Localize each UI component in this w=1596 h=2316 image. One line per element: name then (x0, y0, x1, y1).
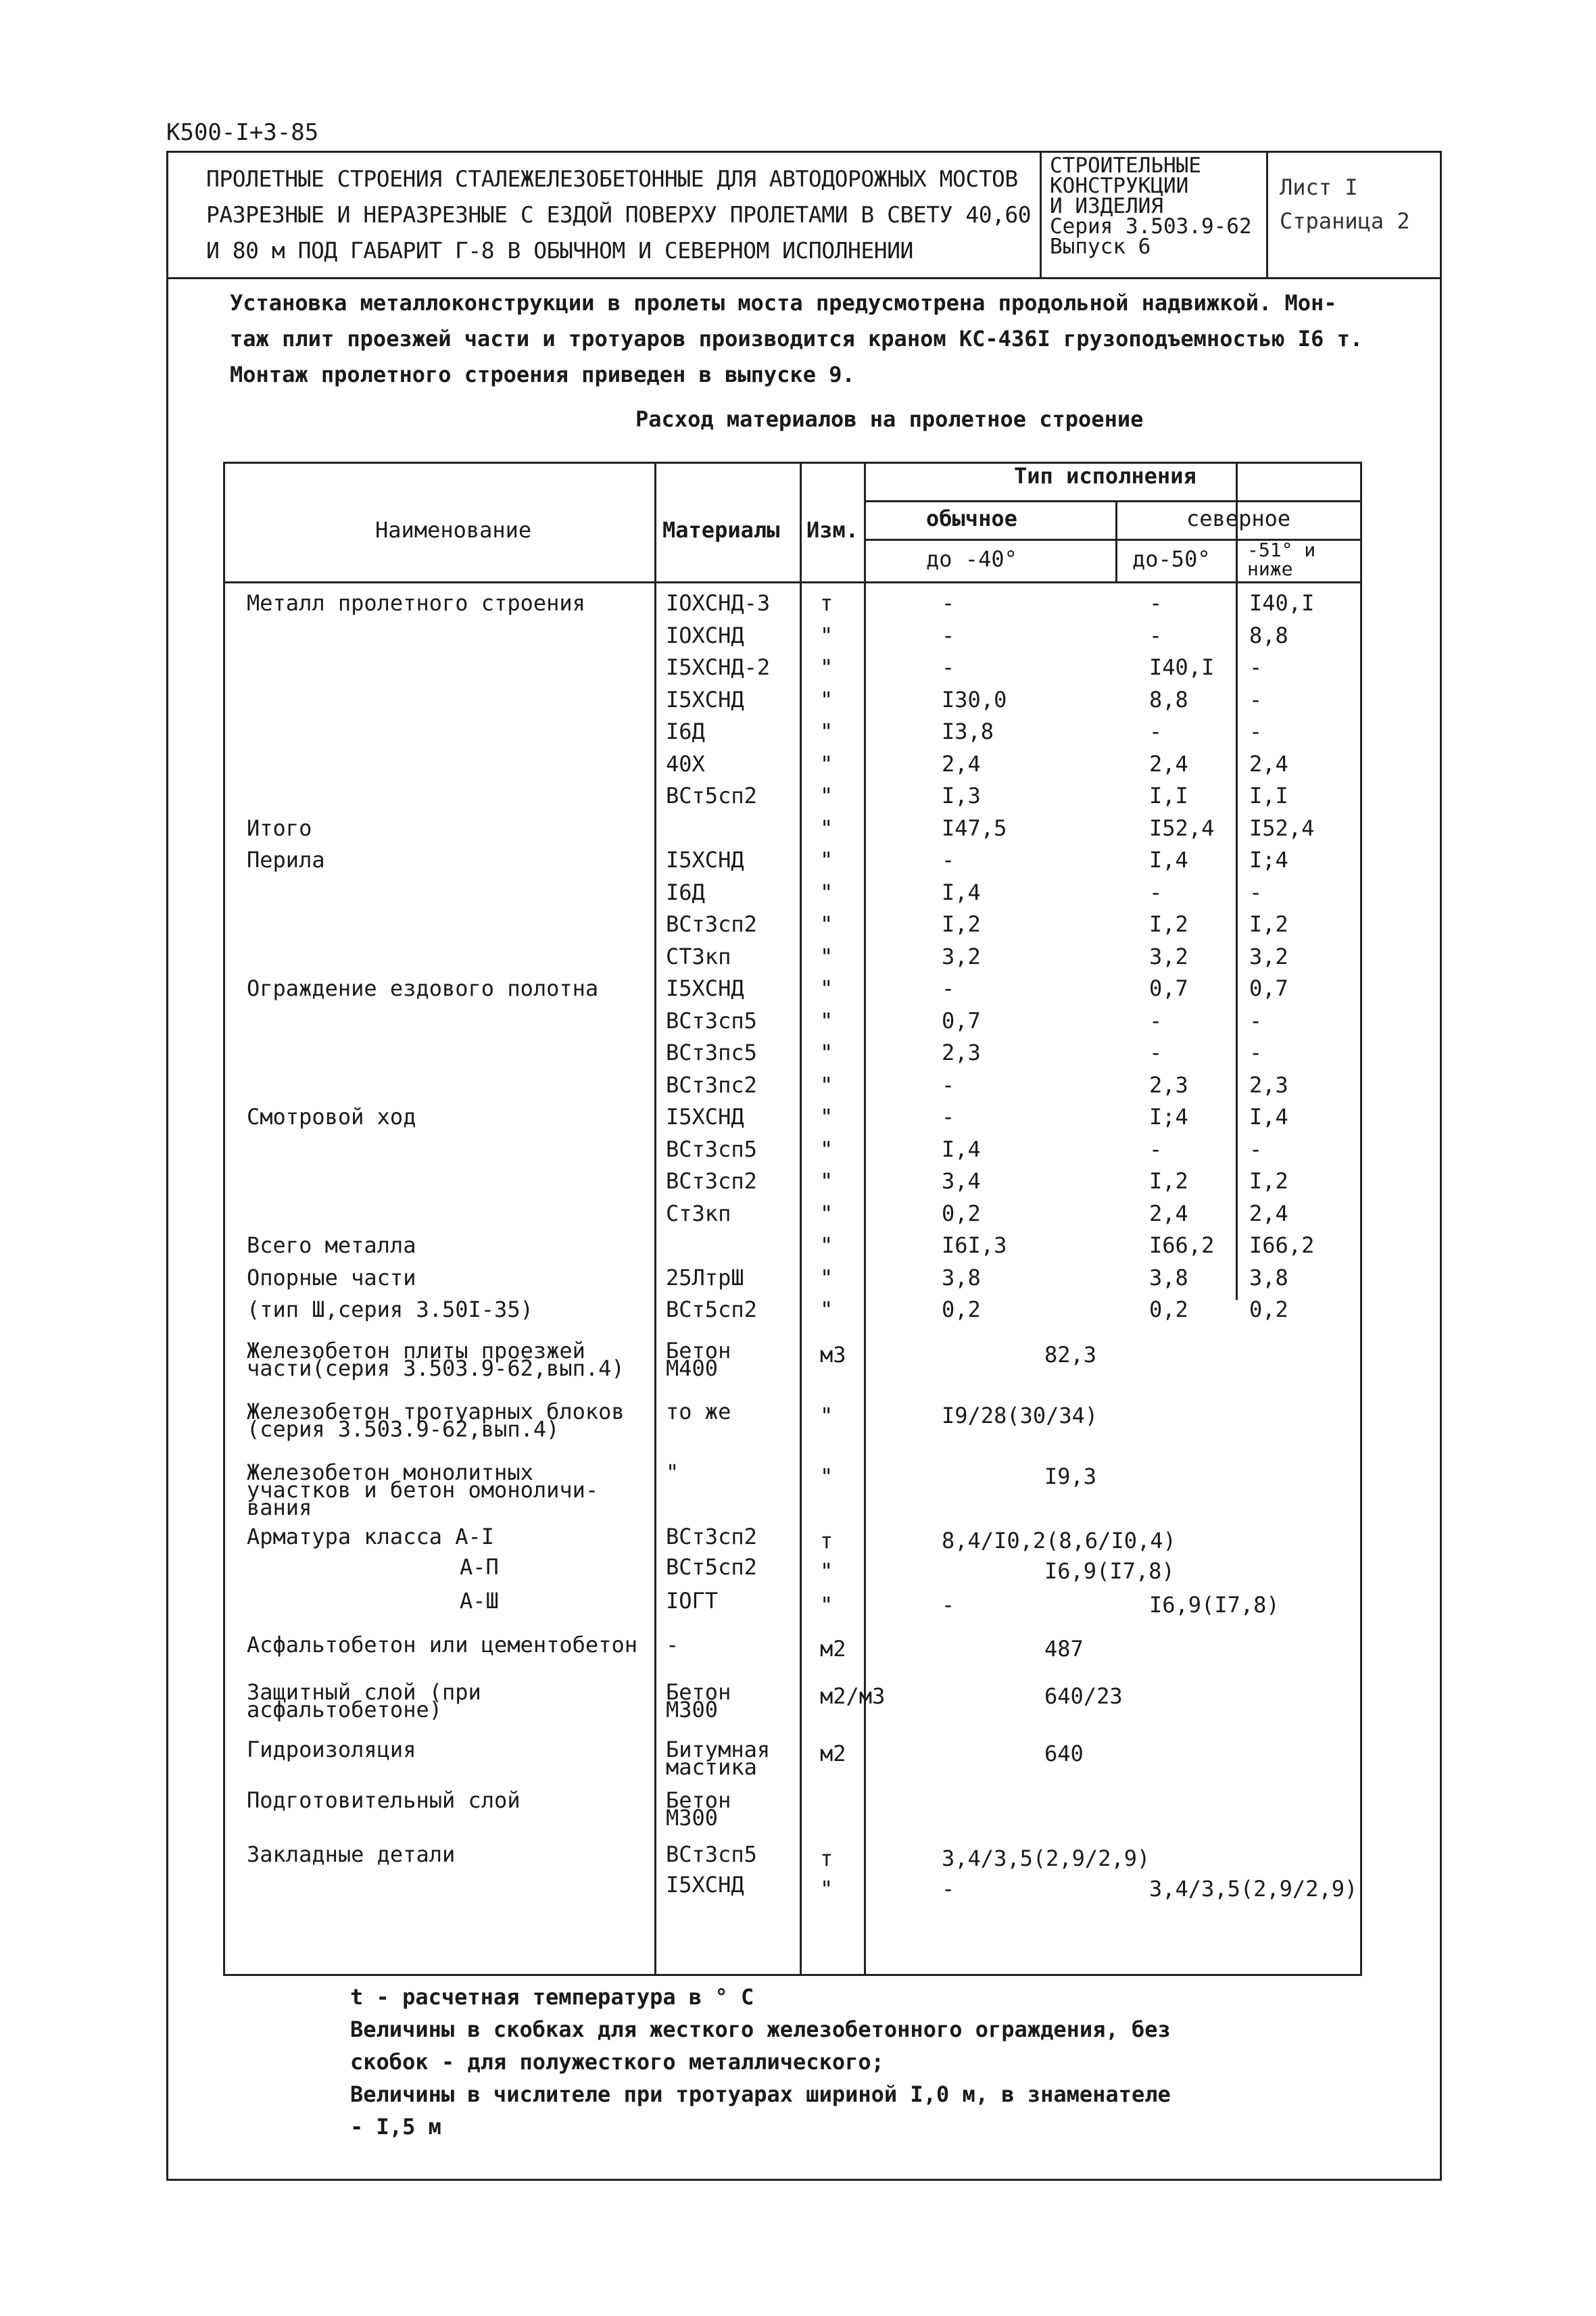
table-row-unit: " (820, 815, 833, 841)
footnote-line: t - расчетная температура в ° С (350, 1984, 754, 2010)
category-line: СТРОИТЕЛЬНЫЕ (1050, 153, 1201, 178)
table-row-northern2-value: 0,7 (1249, 975, 1288, 1001)
table-row-material: ВСт3сп5 (666, 1136, 757, 1162)
table-row-northern2-value: 0,2 (1249, 1297, 1288, 1322)
header-ordinary-temp: до -40° (926, 546, 1017, 572)
header-unit: Изм. (806, 517, 859, 543)
table-row-northern2-value: - (1249, 654, 1263, 680)
table-row-name: Металл пролетного строения (247, 590, 585, 616)
table-row-name: Асфальтобетон или цементобетон (247, 1632, 637, 1658)
table-row-northern2-value: I,2 (1249, 1168, 1288, 1194)
table-row-name: Всего металла (247, 1232, 416, 1258)
table-row-northern2-value: 2,3 (1249, 1072, 1288, 1098)
table-row-material: Битумная мастика (666, 1737, 771, 1780)
table-row-unit: " (820, 783, 833, 809)
table-row-unit: " (820, 1876, 833, 1902)
title-line: ПРОЛЕТНЫЕ СТРОЕНИЯ СТАЛЕЖЕЛЕЗОБЕТОННЫЕ ДЛЯ АВТОДОРОЖНЫХ МОСТОВ (206, 166, 1018, 192)
table-row-unit: т (820, 1528, 833, 1553)
table-row-northern-value: 3,4/3,5(2,9/2,9) (1149, 1876, 1358, 1902)
table-row-unit: " (820, 1232, 833, 1258)
table-row-material: I5ХСНД (666, 1872, 744, 1898)
table-row-ordinary-value: I,4 (942, 1136, 981, 1162)
table-row-name: Подготовительный слой (247, 1787, 521, 1813)
table-row-value: 8,4/I0,2(8,6/I0,4) (942, 1528, 1176, 1553)
table-row-unit: " (820, 1265, 833, 1290)
table-row-ordinary-value: 2,3 (942, 1040, 981, 1065)
table-row-material: I5ХСНД (666, 1104, 744, 1130)
table-row-name: Итого (247, 815, 312, 841)
table-row-northern2-value: - (1249, 1136, 1263, 1162)
table-row-unit: " (820, 975, 833, 1001)
table-row-northern-value: - (1149, 1040, 1163, 1065)
header-material: Материалы (662, 517, 780, 543)
table-row-material: ВСт5сп2 (666, 783, 757, 809)
table-row-northern-value: I,I (1149, 783, 1188, 809)
table-row-ordinary-value: - (942, 1072, 955, 1098)
footnotes (350, 1981, 1499, 2143)
table-row-northern-value: - (1149, 719, 1163, 744)
table-row-material: 25ЛтрШ (666, 1265, 744, 1290)
table-row-ordinary-value: 3,8 (942, 1265, 981, 1290)
title-line: И 80 м ПОД ГАБАРИТ Г-8 В ОБЫЧНОМ И СЕВЕРНОМ ИСПОЛНЕНИИ (206, 237, 913, 264)
header-northern-temp1: до-50° (1132, 546, 1211, 572)
table-row-northern-value: 3,2 (1149, 944, 1188, 969)
table-row-northern-value: I40,I (1149, 654, 1215, 680)
table-row-unit: " (820, 1008, 833, 1034)
table-row-unit: " (820, 1168, 833, 1194)
table-row-name: А-Ш (460, 1588, 499, 1614)
table-row-value: 640/23 (1044, 1683, 1123, 1709)
table-row-name: Опорные части (247, 1265, 416, 1290)
table-row-name: Закладные детали (247, 1841, 456, 1867)
table-row-material: 40Х (666, 751, 705, 777)
table-row-northern-value: 0,7 (1149, 975, 1188, 1001)
table-row-northern-value: - (1149, 879, 1163, 905)
table-row-northern-value: I,2 (1149, 1168, 1188, 1194)
footnote-line: - I,5 м (350, 2114, 441, 2140)
table-row-northern-value: 8,8 (1149, 687, 1188, 713)
table-row-unit: " (820, 719, 833, 744)
table-row-ordinary-value: 3,4 (942, 1168, 981, 1194)
table-row-unit: " (820, 1104, 833, 1130)
table-row-ordinary-value: - (942, 847, 955, 873)
table-row-value: 487 (1044, 1636, 1084, 1662)
table-row-name: Перила (247, 847, 325, 873)
table-row-name: Ограждение ездового полотна (247, 975, 599, 1001)
table-row-northern2-value: I66,2 (1249, 1232, 1315, 1258)
table-row-northern-value: I,2 (1149, 911, 1188, 937)
table-row-ordinary-value: - (942, 590, 955, 616)
table-row-unit: м2 (820, 1741, 846, 1766)
table-row-material: I6Д (666, 879, 705, 905)
table-row-unit: м2 (820, 1636, 846, 1662)
col-divider-values (864, 462, 866, 1976)
table-row-unit: " (820, 911, 833, 937)
table-row-material: I5ХСНД-2 (666, 654, 771, 680)
table-row-name: А-П (460, 1554, 499, 1580)
col-divider-northern2 (1236, 462, 1238, 1300)
table-row-northern-value: - (1149, 623, 1163, 648)
table-row-northern2-value: I,4 (1249, 1104, 1288, 1130)
table-row-value: I9,3 (1044, 1464, 1097, 1489)
table-row-name: Железобетон плиты проезжей части(серия 3.503.9-62,вып.4) (247, 1338, 625, 1381)
table-row-material: I6Д (666, 719, 705, 744)
table-row-northern2-value: 3,2 (1249, 944, 1288, 969)
table-row-material: ВСт3пс2 (666, 1072, 757, 1098)
table-row-northern-value: 0,2 (1149, 1297, 1188, 1322)
table-row-material: I5ХСНД (666, 847, 744, 873)
table-row-value: I9/28(30/34) (942, 1403, 1098, 1428)
table-row-unit: " (820, 1592, 833, 1618)
table-row-unit: т (820, 590, 833, 616)
table-row-value: - (942, 1592, 955, 1618)
table-row-material: СТ3кп (666, 944, 731, 969)
table-row-ordinary-value: I,2 (942, 911, 981, 937)
footnote-line: скобок - для полужесткого металлического; (350, 2049, 884, 2075)
table-row-northern2-value: - (1249, 687, 1263, 713)
category-line: И ИЗДЕЛИЯ (1050, 194, 1163, 218)
table-row-ordinary-value: 0,2 (942, 1297, 981, 1322)
table-row-northern2-value: 2,4 (1249, 751, 1288, 777)
table-row-unit: " (820, 1558, 833, 1584)
table-title: Расход материалов на пролетное строение (635, 406, 1144, 432)
table-row-value: 82,3 (1044, 1342, 1097, 1368)
intro-line: Монтаж пролетного строения приведен в выпуске 9. (230, 362, 855, 387)
table-row-northern2-value: I52,4 (1249, 815, 1315, 841)
table-row-unit: " (820, 879, 833, 905)
document-code: К500-I+3-85 (166, 119, 319, 146)
table-row-material: ВСт3сп2 (666, 1524, 757, 1549)
footnote-line: Величины в числителе при тротуарах шириной I,0 м, в знаменателе (350, 2081, 1171, 2107)
table-row-unit: " (820, 687, 833, 713)
table-row-material: I5ХСНД (666, 687, 744, 713)
sheet-number: Лист I (1280, 174, 1358, 200)
col-divider-unit (800, 462, 802, 1976)
table-row-northern2-value: 8,8 (1249, 623, 1288, 648)
table-row-ordinary-value: I,3 (942, 783, 981, 809)
table-row-northern-value: I,4 (1149, 847, 1188, 873)
table-row-name: Гидроизоляция (247, 1737, 416, 1762)
footnote-line: Величины в скобках для жесткого железобетонного ограждения, без (350, 2017, 1171, 2042)
table-row-name: Смотровой ход (247, 1104, 416, 1130)
table-row-material: ВСт5сп2 (666, 1297, 757, 1322)
table-row-northern2-value: - (1249, 1008, 1263, 1034)
table-row-unit: т (820, 1845, 833, 1871)
table-row-value: - (942, 1876, 955, 1902)
table-row-northern-value: I66,2 (1149, 1232, 1215, 1258)
header-name: Наименование (375, 517, 532, 543)
table-row-northern-value: 2,4 (1149, 1201, 1188, 1226)
table-row-ordinary-value: - (942, 654, 955, 680)
table-row-unit: " (820, 751, 833, 777)
page-number: Страница 2 (1280, 208, 1410, 234)
table-row-northern2-value: I,I (1249, 783, 1288, 809)
table-row-northern-value: 2,3 (1149, 1072, 1188, 1098)
table-row-material: ВСт3сп5 (666, 1008, 757, 1034)
table-row-northern2-value: - (1249, 1040, 1263, 1065)
table-row-northern-value: 2,4 (1149, 751, 1188, 777)
table-row-ordinary-value: 0,2 (942, 1201, 981, 1226)
table-row-name: Железобетон тротуарных блоков (серия 3.503.9-62,вып.4) (247, 1399, 625, 1442)
table-row-northern-value: I;4 (1149, 1104, 1188, 1130)
table-row-unit: " (820, 847, 833, 873)
table-row-northern-value: I52,4 (1149, 815, 1215, 841)
table-row-material: ВСт5сп2 (666, 1554, 757, 1580)
table-row-name: (тип Ш,серия 3.50I-35) (247, 1297, 533, 1322)
table-row-name: Железобетон монолитных участков и бетон омоноличи-вания (247, 1459, 599, 1520)
table-row-ordinary-value: I47,5 (942, 815, 1007, 841)
issue-line: Выпуск 6 (1050, 235, 1151, 259)
table-row-value: I6,9(I7,8) (1044, 1558, 1175, 1584)
table-row-material: ВСт3сп2 (666, 1168, 757, 1194)
table-row-unit: " (820, 1201, 833, 1226)
table-row-northern2-value: I,2 (1249, 911, 1288, 937)
table-row-material: ВСт3сп2 (666, 911, 757, 937)
table-row-unit: " (820, 944, 833, 969)
table-row-ordinary-value: 3,2 (942, 944, 981, 969)
table-row-unit: " (820, 1040, 833, 1065)
table-row-unit: " (820, 1136, 833, 1162)
table-row-material: Бетон М300 (666, 1787, 731, 1831)
table-row-value: 640 (1044, 1741, 1084, 1766)
intro-line: Установка металлоконструкции в пролеты моста предусмотрена продольной надвижкой. Мон- (230, 290, 1337, 316)
table-row-material: то же (666, 1399, 731, 1424)
table-row-northern2-value: I;4 (1249, 847, 1288, 873)
table-row-material: I5ХСНД (666, 975, 744, 1001)
table-row-name: Защитный слой (при асфальтобетоне) (247, 1679, 481, 1722)
table-row-value: 3,4/3,5(2,9/2,9) (942, 1845, 1151, 1871)
table-row-northern-value: 3,8 (1149, 1265, 1188, 1290)
header-type: Тип исполнения (1014, 463, 1196, 489)
table-row-material: ВСт3пс5 (666, 1040, 757, 1065)
table-row-northern2-value: 2,4 (1249, 1201, 1288, 1226)
table-row-northern-value: - (1149, 1136, 1163, 1162)
table-row-material: IОГТ (666, 1588, 719, 1614)
table-row-ordinary-value: I6I,3 (942, 1232, 1007, 1258)
table-row-unit: " (820, 654, 833, 680)
col-divider-northern-head (1115, 500, 1117, 581)
table-row-ordinary-value: I3,8 (942, 719, 994, 744)
table-row-unit: " (820, 1403, 833, 1428)
col-divider-material (654, 462, 656, 1976)
table-row-material: ВСт3сп5 (666, 1841, 757, 1867)
table-row-unit: " (820, 1072, 833, 1098)
table-row-northern2-value: 3,8 (1249, 1265, 1288, 1290)
table-row-material: - (666, 1632, 679, 1658)
table-row-ordinary-value: - (942, 975, 955, 1001)
header-northern: северное (1186, 506, 1291, 531)
table-row-northern-value: I6,9(I7,8) (1149, 1592, 1280, 1618)
row-divider-header (223, 581, 1362, 583)
table-row-material: Бетон М400 (666, 1338, 731, 1381)
table-row-material: Бетон М300 (666, 1679, 731, 1722)
table-row-material: IОХСНД (666, 623, 744, 648)
table-row-material: IОХСНД-3 (666, 590, 771, 616)
table-row-ordinary-value: - (942, 1104, 955, 1130)
table-row-name: Арматура класса А-I (247, 1524, 495, 1549)
table-row-unit: м2/м3 (820, 1683, 886, 1709)
table-row-ordinary-value: 2,4 (942, 751, 981, 777)
category-line: КОНСТРУКЦИИ (1050, 174, 1189, 198)
intro-line: таж плит проезжей части и тротуаров производится краном КС-436I грузоподъемностью I6 т. (230, 326, 1363, 352)
table-row-ordinary-value: I30,0 (942, 687, 1007, 713)
table-row-ordinary-value: - (942, 623, 955, 648)
table-row-northern-value: - (1149, 1008, 1163, 1034)
title-line: РАЗРЕЗНЫЕ И НЕРАЗРЕЗНЫЕ С ЕЗДОЙ ПОВЕРХУ ПРОЛЕТАМИ В СВЕТУ 40,60 (206, 201, 1032, 228)
table-row-unit: м3 (820, 1342, 846, 1368)
table-row-unit: " (820, 623, 833, 648)
table-row-material: Ст3кп (666, 1201, 731, 1226)
table-row-ordinary-value: 0,7 (942, 1008, 981, 1034)
table-row-unit: " (820, 1464, 833, 1489)
table-row-northern2-value: I40,I (1249, 590, 1315, 616)
header-northern-temp2: -51° и ниже (1247, 539, 1316, 580)
table-row-northern2-value: - (1249, 879, 1263, 905)
row-divider-type (864, 500, 1362, 502)
table-row-ordinary-value: I,4 (942, 879, 981, 905)
table-row-northern-value: - (1149, 590, 1163, 616)
series-line: Серия 3.503.9-62 (1050, 214, 1252, 239)
table-row-material: " (666, 1459, 679, 1485)
table-row-northern2-value: - (1249, 719, 1263, 744)
header-ordinary: обычное (926, 506, 1017, 531)
table-row-unit: " (820, 1297, 833, 1322)
